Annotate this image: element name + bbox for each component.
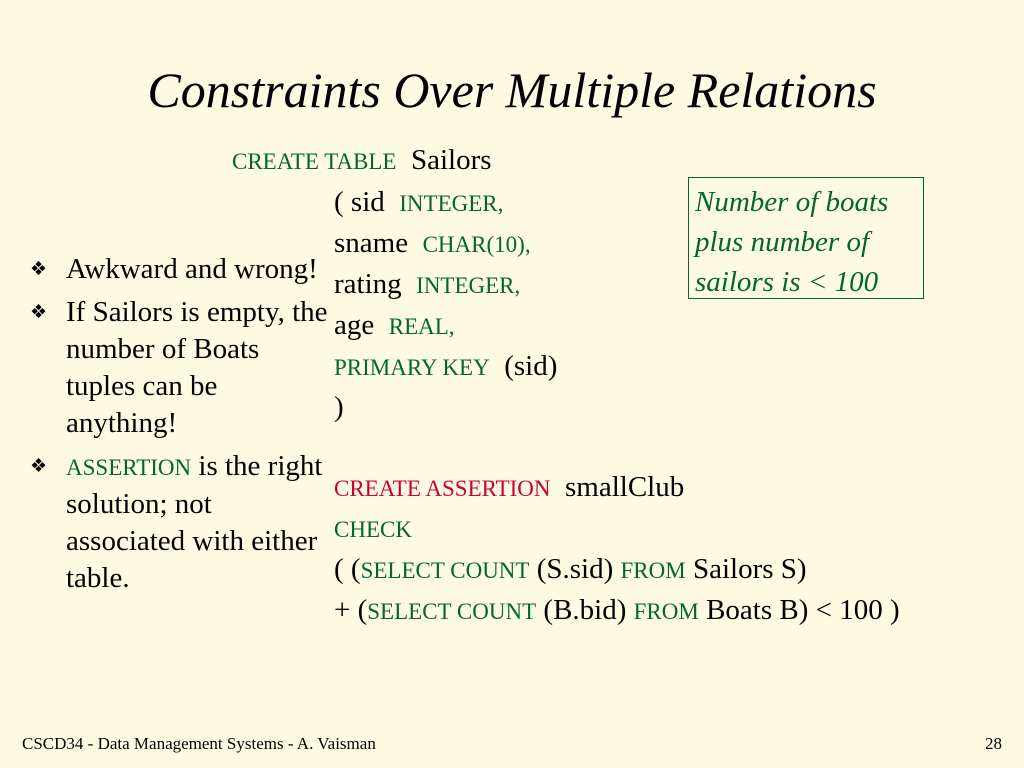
note-box <box>688 177 924 299</box>
select-count-keyword: SELECT COUNT <box>360 558 530 583</box>
column-sid: ( sid <box>334 186 385 218</box>
create-table-close: ) <box>334 391 344 423</box>
type-keyword: INTEGER, <box>399 191 504 216</box>
count-arg: (B.bid) <box>543 594 627 626</box>
assertion-keyword: ASSERTION <box>66 455 192 480</box>
from-source: Sailors S) <box>692 553 807 585</box>
note-text: Number of boats plus number of sailors is < 100 <box>695 186 889 298</box>
bullet-list <box>30 251 330 603</box>
column-age-line <box>334 307 455 345</box>
column-sname: sname <box>334 227 409 259</box>
table-name: Sailors <box>410 144 492 176</box>
create-assertion-keyword: CREATE ASSERTION <box>334 476 551 501</box>
select-sailors-line <box>334 551 807 589</box>
from-keyword: FROM <box>633 599 699 624</box>
select-count-keyword: SELECT COUNT <box>367 599 537 624</box>
count-arg: (S.sid) <box>536 553 614 585</box>
primary-key-keyword: PRIMARY KEY <box>334 355 490 380</box>
assertion-name: smallClub <box>565 471 685 503</box>
from-source: Boats B) < 100 ) <box>706 594 900 626</box>
diamond-bullet-icon: ❖ <box>30 259 48 280</box>
diamond-bullet-icon: ❖ <box>30 456 48 477</box>
from-keyword: FROM <box>620 558 686 583</box>
type-keyword: INTEGER, <box>416 273 521 298</box>
plus-paren: + ( <box>334 594 368 626</box>
open-paren: ( ( <box>334 553 361 585</box>
type-keyword: CHAR(10), <box>422 232 531 257</box>
bullet-item <box>30 251 330 288</box>
primary-key-value: (sid) <box>504 350 558 382</box>
footer-course: CSCD34 - Data Management Systems - A. Vaisman <box>22 734 376 753</box>
column-rating: rating <box>334 268 402 300</box>
create-table-line <box>232 142 492 180</box>
column-age: age <box>334 309 375 341</box>
slide-title: Constraints Over Multiple Relations <box>147 62 877 118</box>
bullet-item <box>30 448 330 597</box>
primary-key-line <box>334 348 557 386</box>
create-assertion-line <box>334 469 684 507</box>
select-boats-line <box>334 592 900 630</box>
check-keyword: CHECK <box>334 517 412 542</box>
check-line <box>334 510 412 548</box>
column-sid-line <box>334 184 503 222</box>
diamond-bullet-icon: ❖ <box>30 302 48 323</box>
bullet-text: is the right solution; not associated with either table. <box>66 450 323 594</box>
column-rating-line <box>334 266 520 304</box>
bullet-item <box>30 294 330 442</box>
column-sname-line <box>334 225 531 263</box>
create-table-keyword: CREATE TABLE <box>232 149 397 174</box>
bullet-text: Awkward and wrong! <box>66 253 318 285</box>
page-number: 28 <box>985 734 1002 753</box>
bullet-text: If Sailors is empty, the number of Boats tuples can be anything! <box>66 296 328 439</box>
type-keyword: REAL, <box>388 314 455 339</box>
